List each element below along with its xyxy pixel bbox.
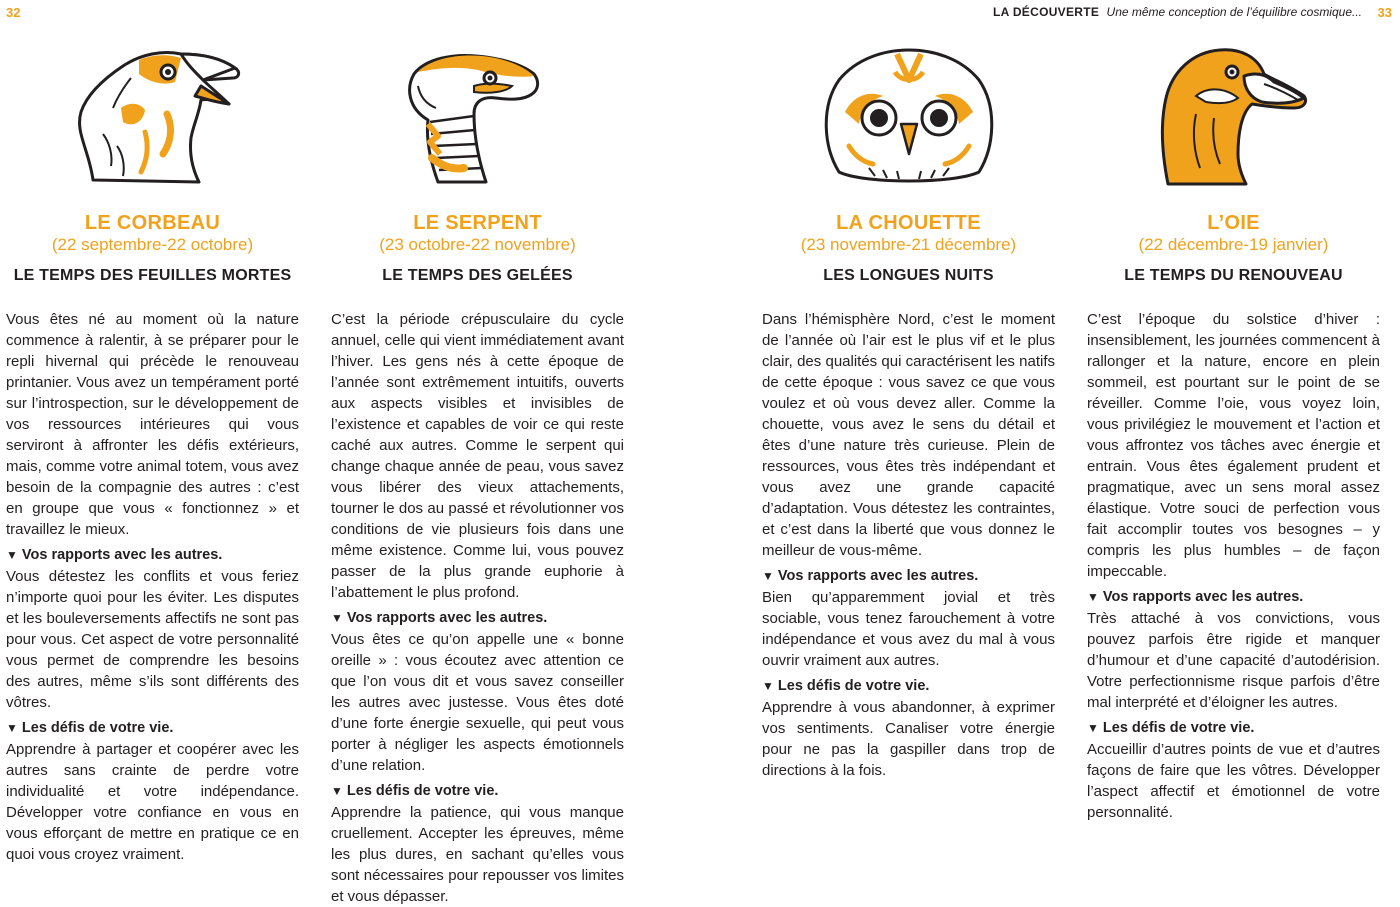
animal-title: L’OIE <box>1207 212 1260 234</box>
intro-paragraph: Vous êtes né au moment où la nature commence à ralentir, à se préparer pour le repli hivernal qui précède le renouveau printanier. Vous avez un tempérament porté sur l’introspection, sur le développement de vos ressources intérieures qui vous serviront à affronter les défis extérieurs, mais, comme votre animal totem, vous avez besoin de la compagnie des autres : c’est en groupe que vous « fonctionnez » et travaillez le mieux. <box>6 311 299 538</box>
triangle-marker-icon: ▼ <box>331 611 343 625</box>
snake-head-illustration <box>378 42 578 192</box>
triangle-marker-icon: ▼ <box>6 548 18 562</box>
page-number-right: 33 <box>1377 5 1392 20</box>
animal-title: LE CORBEAU <box>84 212 221 234</box>
animal-heading <box>1087 212 1380 286</box>
animal-heading <box>762 212 1055 286</box>
intro-paragraph: Dans l’hémisphère Nord, c’est le moment de l’année où l’air est le plus vif et le plus clair, des qualités qui caractérisent les natifs de cette époque : vous savez ce que vous voulez et où vous devez aller. Comme la chouette, vous avez le sens du détail et êtes d’une nature très curieuse. Plein de ressources, vous êtes très indépendant et vous avez une grande capacité d’adaptation. Vous détestez les contraintes, et c’est dans la liberté que vous donnez le meilleur de vous-même. <box>762 311 1055 559</box>
rapports-heading <box>1087 587 1380 608</box>
defis-paragraph: Apprendre à vous abandonner, à exprimer vos sentiments. Canaliser votre énergie pour ne pas la gaspiller dans trop de directions à la fois. <box>762 699 1055 779</box>
owl-head-illustration <box>809 42 1009 192</box>
triangle-marker-icon: ▼ <box>6 721 18 735</box>
page-number-left: 32 <box>6 5 21 20</box>
rapports-paragraph: Vous êtes ce qu’on appelle une « bonne oreille » : vous écoutez avec attention ce que l’on vous dit et vous savez conseiller les autres avec justesse. Vous êtes doté d’une forte énergie sexuelle, qui peut vous porter à négliger les aspects émotionnels d’une relation. <box>331 631 624 774</box>
rapports-label: Vos rapports avec les autres. <box>777 568 979 584</box>
running-head-subtitle: Une même conception de l’équilibre cosmique... <box>1106 5 1362 19</box>
intro-paragraph: C’est la période crépusculaire du cycle annuel, celle qui vient immédiatement avant l’hiver. Les gens nés à cette époque de l’année sont extrêmement intuitifs, ouverts aux aspects visibles et invisibles de l’existence et capables de voir ce qui reste caché aux autres. Comme le serpent qui change chaque année de peau, vous savez vous libérer des vieux attachements, tourner le dos au passé et révolutionner vos conditions de vie plusieurs fois dans une même existence. Comme lui, vous pouvez passer de la plus grande euphorie à l’abattement le plus profond. <box>331 311 624 601</box>
animal-section-serpent <box>331 0 624 905</box>
animal-text <box>762 309 1055 781</box>
rapports-label: Vos rapports avec les autres. <box>21 547 223 563</box>
animal-subtitle: LES LONGUES NUITS <box>823 267 994 284</box>
triangle-marker-icon: ▼ <box>762 569 774 583</box>
defis-paragraph: Apprendre la patience, qui vous manque cruellement. Accepter les épreuves, même les plus dures, en sachant qu’elles vous sont nécessaires pour repousser vos limites et vous dépasser. <box>331 804 624 905</box>
intro-paragraph: C’est l’époque du solstice d’hiver : insensiblement, les journées commencent à rallonger et la nature, encore en plein sommeil, est pourtant sur le point de se réveiller. Comme l’oie, vous voyez loin, vous privilégiez le mouvement et l’action et vous affrontez vos tâches avec énergie et entrain. Vous êtes également prudent et pragmatique, avec un sens moral assez élastique. Votre souci de perfection vous fait accomplir toutes vos besognes – y compris les plus humbles – de façon impeccable. <box>1087 311 1380 580</box>
animal-dates: (22 décembre-19 janvier) <box>1138 235 1329 254</box>
defis-heading <box>331 781 624 802</box>
animal-subtitle: LE TEMPS DU RENOUVEAU <box>1124 267 1343 284</box>
defis-label: Les défis de votre vie. <box>346 783 499 799</box>
triangle-marker-icon: ▼ <box>331 784 343 798</box>
animal-text <box>6 309 299 865</box>
defis-label: Les défis de votre vie. <box>1102 720 1255 736</box>
animal-dates: (23 octobre-22 novembre) <box>379 235 576 254</box>
triangle-marker-icon: ▼ <box>1087 590 1099 604</box>
animal-section-oie <box>1087 0 1380 825</box>
running-head-section: LA DÉCOUVERTE <box>993 5 1100 19</box>
defis-paragraph: Accueillir d’autres points de vue et d’autres façons de faire que les vôtres. Développer l’aspect affectif et émotionnel de votre personnalité. <box>1087 741 1380 821</box>
animal-heading <box>331 212 624 286</box>
rapports-heading <box>331 608 624 629</box>
defis-label: Les défis de votre vie. <box>21 720 174 736</box>
defis-paragraph: Apprendre à partager et coopérer avec les autres sans crainte de perdre votre individualité et votre indépendance. Développer votre confiance en vous en vous efforçant de mettre en pratique ce en quoi vous croyez vraiment. <box>6 741 299 863</box>
rapports-heading <box>6 545 299 566</box>
animal-title: LA CHOUETTE <box>836 212 981 234</box>
goose-head-illustration <box>1134 42 1334 192</box>
rapports-paragraph: Vous détestez les conflits et vous feriez n’importe quoi pour les éviter. Les disputes et les bouleversements affectifs ne sont pas pour vous. Cet aspect de votre personnalité vous permet de comprendre les besoins des autres, même s’ils sont différents des vôtres. <box>6 568 299 711</box>
rapports-label: Vos rapports avec les autres. <box>346 610 548 626</box>
rapports-paragraph: Bien qu’apparemment jovial et très sociable, vous tenez farouchement à votre indépendance et vous avez du mal à vous ouvrir vraiment aux autres. <box>762 589 1055 669</box>
animal-text <box>1087 309 1380 823</box>
defis-label: Les défis de votre vie. <box>777 678 930 694</box>
defis-heading <box>1087 718 1380 739</box>
animal-title: LE SERPENT <box>413 212 542 234</box>
animal-text <box>331 309 624 907</box>
animal-heading <box>6 212 299 286</box>
animal-dates: (23 novembre-21 décembre) <box>800 235 1017 254</box>
animal-section-chouette <box>762 0 1055 825</box>
defis-heading <box>6 718 299 739</box>
triangle-marker-icon: ▼ <box>1087 721 1099 735</box>
rapports-label: Vos rapports avec les autres. <box>1102 589 1304 605</box>
animal-section-corbeau <box>6 0 299 863</box>
raven-head-illustration <box>53 42 253 192</box>
rapports-heading <box>762 566 1055 587</box>
defis-heading <box>762 676 1055 697</box>
animal-subtitle: LE TEMPS DES GELÉES <box>382 267 573 284</box>
animal-subtitle: LE TEMPS DES FEUILLES MORTES <box>13 267 292 284</box>
rapports-paragraph: Très attaché à vos convictions, vous pouvez parfois être rigide et manquer d’humour et d’une capacité d’autodérision. Votre perfectionnisme risque parfois d’être mal interprété et d’éloigner les autres. <box>1087 610 1380 711</box>
animal-dates: (22 septembre-22 octobre) <box>51 235 254 254</box>
triangle-marker-icon: ▼ <box>762 679 774 693</box>
